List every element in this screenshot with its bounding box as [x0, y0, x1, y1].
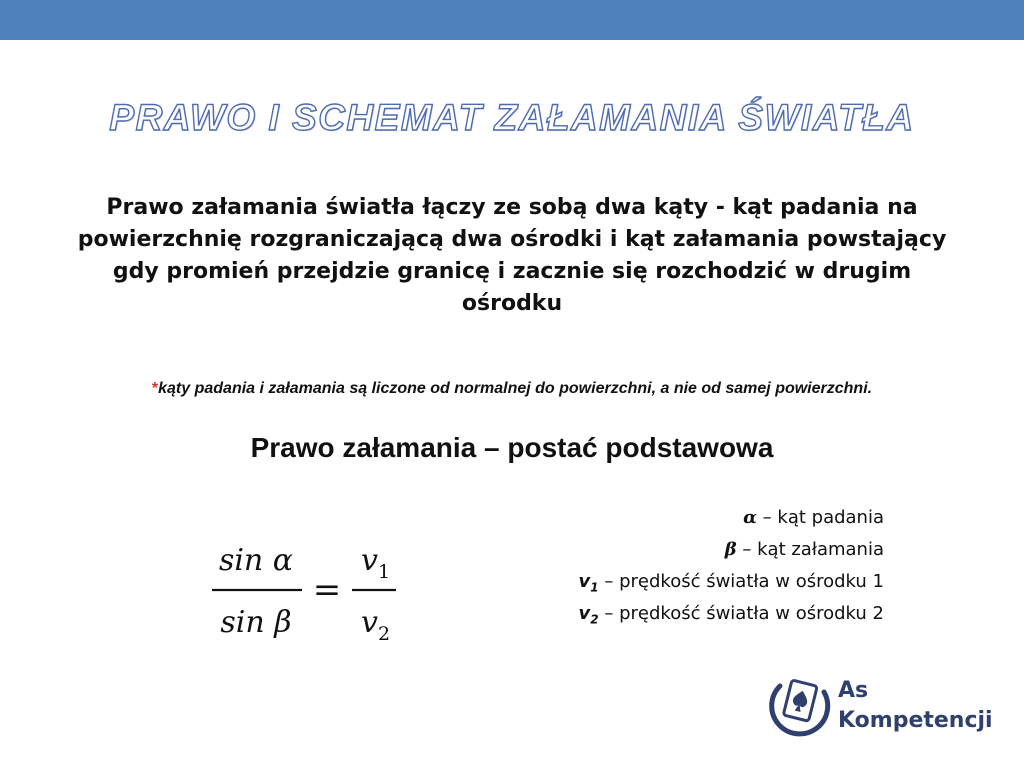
legend-item-v2	[480, 598, 884, 630]
legend-symbol-sub: 2	[590, 612, 599, 627]
legend-description: kąt padania	[777, 507, 884, 528]
footnote-asterisk: *	[151, 380, 159, 397]
legend-dash: –	[742, 539, 752, 560]
brand-logo[interactable]	[768, 670, 998, 750]
legend-item-beta	[480, 534, 884, 566]
legend-description: prędkość światła w ośrodku 2	[619, 603, 884, 624]
formula-numerator-left: sin α	[218, 543, 294, 578]
legend-description: prędkość światła w ośrodku 1	[619, 571, 884, 592]
legend-symbol-var: v	[578, 603, 591, 624]
legend-dash: –	[604, 603, 614, 624]
formula-denominator-var: v	[361, 605, 378, 640]
top-accent-bar	[0, 0, 1024, 40]
logo-wordmark	[838, 676, 993, 736]
snell-law-formula	[208, 532, 408, 652]
legend-symbol	[578, 571, 599, 595]
legend-item-v1	[480, 566, 884, 598]
legend-symbol: β	[724, 539, 737, 560]
logo-line-1: As	[838, 678, 869, 703]
footnote	[40, 378, 984, 400]
formula-numerator-var: v	[361, 543, 378, 578]
legend-dash: –	[762, 507, 772, 528]
formula-heading: Prawo załamania – postać podstawowa	[250, 432, 774, 463]
formula-denominator-sub: 2	[377, 623, 391, 645]
intro-paragraph: Prawo załamania światła łączy ze sobą dwa kąty - kąt padania na powierzchnię rozgraniczającą dwa ośrodki i kąt załamania powstający gdy promień przejdzie granicę i zacznie się rozchodzić w drugim ośrodku	[77, 195, 947, 316]
legend-symbol-sub: 1	[590, 580, 599, 595]
formula-numerator-sub: 1	[377, 561, 391, 583]
formula-numerator-right	[361, 543, 390, 583]
footnote-text: kąty padania i załamania są liczone od normalnej do powierzchni, a nie od samej powierzchni.	[158, 380, 873, 397]
legend-symbol	[578, 603, 599, 627]
slide-title: PRAWO I SCHEMAT ZAŁAMANIA ŚWIATŁA	[109, 97, 915, 138]
formula-equals-sign: =	[312, 570, 342, 610]
formula-legend	[480, 502, 884, 630]
formula-denominator-right	[361, 605, 390, 645]
formula-denominator-left: sin β	[220, 605, 292, 640]
legend-symbol-var: v	[578, 571, 591, 592]
legend-dash: –	[604, 571, 614, 592]
legend-symbol: α	[743, 507, 757, 528]
logo-line-2: Kompetencji	[838, 708, 993, 733]
legend-item-alpha	[480, 502, 884, 534]
card-spade-icon	[768, 674, 832, 744]
legend-description: kąt załamania	[757, 539, 884, 560]
